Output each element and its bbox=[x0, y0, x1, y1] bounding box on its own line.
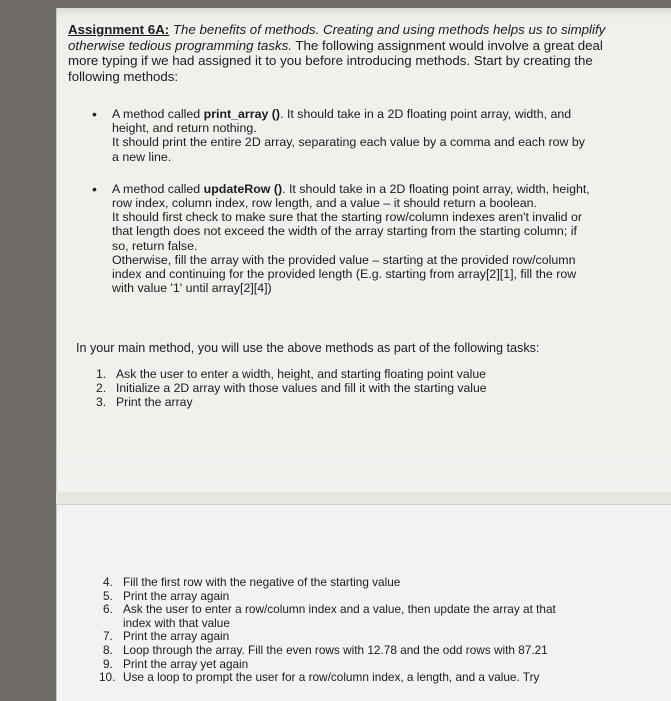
task-item bbox=[103, 603, 583, 630]
page-top-edge bbox=[57, 8, 671, 18]
task-list-page-2 bbox=[99, 575, 583, 685]
task-text: Loop through the array. Fill the even rows with 12.78 and the odd rows with 87.21 bbox=[123, 642, 548, 657]
method-prefix: A method called bbox=[112, 107, 204, 121]
method-name: updateRow () bbox=[203, 181, 283, 196]
task-text: Print the array again bbox=[123, 629, 230, 644]
task-text: Ask the user to enter a width, height, and starting floating point value bbox=[116, 367, 486, 381]
task-number: 4. bbox=[103, 575, 113, 589]
task-number: 3. bbox=[96, 395, 107, 409]
task-number: 5. bbox=[103, 588, 113, 603]
method-detail-2: Otherwise, fill the array with the provided value – starting at the provided row/column index and continuing for the provided length (E.g. starting from array[2][1], fill the row with value '1' until array[2][4]) bbox=[112, 252, 577, 296]
task-item bbox=[103, 644, 583, 658]
task-text: Ask the user to enter a row/column index and a value, then update the array at that index with that value bbox=[123, 602, 556, 630]
method-prefix: A method called bbox=[112, 181, 204, 196]
task-item bbox=[103, 658, 583, 672]
bullet-dot-icon: • bbox=[92, 106, 97, 122]
method-detail: It should first check to make sure that the starting row/column indexes aren't invalid or that length does not exceed the width of the array starting from the starting column; if so, return false. bbox=[112, 210, 582, 253]
task-text: Initialize a 2D array with those values and fill it with the starting value bbox=[116, 381, 487, 395]
bullet-dot-icon: • bbox=[92, 180, 97, 197]
assignment-intro bbox=[68, 22, 608, 84]
task-text: Use a loop to prompt the user for a row/column index, a length, and a value. Try bbox=[123, 670, 540, 685]
assignment-title: Assignment 6A: bbox=[68, 22, 170, 37]
task-item bbox=[103, 576, 583, 590]
intro-rest: The following assignment would involve a great deal more typing if we had assigned it to you before introducing methods. Start by creating the following methods: bbox=[68, 37, 603, 84]
task-text: Print the array yet again bbox=[123, 656, 249, 671]
task-item bbox=[96, 367, 566, 381]
task-number: 8. bbox=[103, 642, 113, 657]
task-item bbox=[103, 630, 583, 644]
method-item-print-array bbox=[92, 107, 592, 164]
task-number: 1. bbox=[96, 367, 107, 381]
task-number: 9. bbox=[103, 656, 113, 671]
task-number: 10. bbox=[99, 670, 116, 685]
task-list-page-1 bbox=[96, 367, 566, 409]
task-number: 7. bbox=[103, 629, 113, 644]
intro-italic: The benefits of methods. Creating and using methods helps us to simplify otherwise tedious programming tasks. bbox=[68, 22, 606, 53]
task-item bbox=[96, 395, 566, 409]
task-text: Print the array bbox=[116, 395, 193, 409]
task-text: Print the array again bbox=[123, 588, 230, 603]
method-list bbox=[92, 107, 592, 295]
task-item bbox=[96, 381, 566, 395]
method-item-update-row bbox=[92, 182, 592, 296]
task-item bbox=[99, 670, 583, 685]
task-number: 6. bbox=[103, 602, 113, 617]
task-number: 2. bbox=[96, 381, 107, 395]
method-name: print_array () bbox=[203, 107, 281, 121]
method-detail: It should print the entire 2D array, separating each value by a comma and each row by a new line. bbox=[112, 135, 585, 164]
main-method-intro: In your main method, you will use the above methods as part of the following tasks: bbox=[76, 341, 540, 355]
method-description: . It should take in a 2D floating point array, width, and height, and return nothing. bbox=[112, 107, 572, 136]
method-description: . It should take in a 2D floating point array, width, height, row index, column index, row length, and a value – it should return a boolean. bbox=[112, 181, 590, 211]
page-gap bbox=[56, 492, 671, 504]
task-item bbox=[103, 590, 583, 604]
task-text: Fill the first row with the negative of the starting value bbox=[123, 575, 401, 589]
